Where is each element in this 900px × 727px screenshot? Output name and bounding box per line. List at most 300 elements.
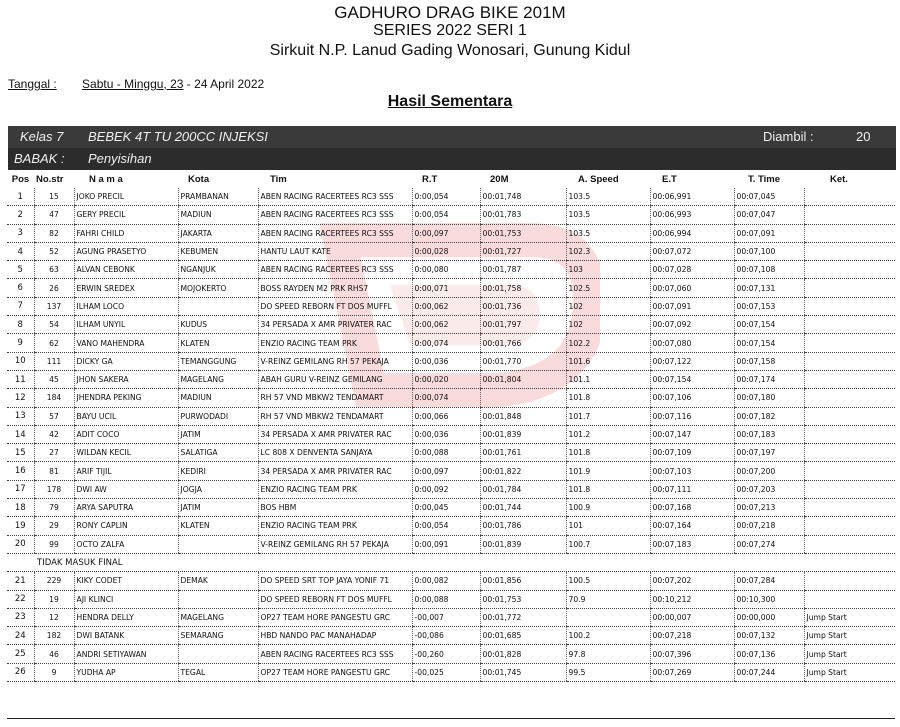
table-row: [7, 407, 895, 425]
table-cell: 0:00,088: [412, 444, 480, 462]
table-cell: 19: [7, 517, 34, 535]
table-cell: JHON SAKERA: [74, 370, 178, 388]
table-cell: DO SPEED REBORN FT DOS MUFFL: [258, 297, 412, 315]
table-cell: -00,007: [412, 608, 480, 626]
table-row: [7, 663, 895, 681]
table-cell: 00:07,396: [650, 645, 734, 663]
table-cell: DO SPEED SRT TOP JAYA YONIF 71: [258, 572, 412, 590]
table-cell: [566, 608, 650, 626]
table-cell: HBD NANDO PAC MANAHADAP: [258, 627, 412, 645]
table-cell: 00:07,174: [734, 370, 804, 388]
table-cell: 00:07,047: [734, 206, 804, 224]
table-cell: 0:00,097: [412, 224, 480, 242]
table-cell: ANDRI SETIYAWAN: [74, 645, 178, 663]
table-row: [7, 627, 895, 645]
table-cell: 0:00,071: [412, 279, 480, 297]
table-cell: 00:01,761: [480, 444, 566, 462]
table-cell: ILHAM UNYIL: [74, 316, 178, 334]
table-cell: 00:07,203: [734, 480, 804, 498]
table-cell: MADIUN: [178, 206, 258, 224]
table-row: [7, 242, 895, 260]
round-bar: [8, 148, 896, 170]
table-cell: 6: [7, 279, 34, 297]
table-row: [7, 572, 895, 590]
table-cell: 1: [7, 188, 34, 206]
table-cell: 0:00,092: [412, 480, 480, 498]
table-cell: ABEN RACING RACERTEES RC3 SSS: [258, 224, 412, 242]
table-cell: 00:07,131: [734, 279, 804, 297]
table-cell: 00:00,000: [734, 608, 804, 626]
table-cell: 0:00,074: [412, 389, 480, 407]
table-cell: 00:01,804: [480, 370, 566, 388]
table-cell: SALATIGA: [178, 444, 258, 462]
table-cell: 9: [7, 334, 34, 352]
table-row: [7, 279, 895, 297]
table-cell: OCTO ZALFA: [74, 535, 178, 553]
event-venue: Sirkuit N.P. Lanud Gading Wonosari, Gunung Kidul: [269, 42, 631, 59]
table-cell: 00:06,994: [650, 224, 734, 242]
table-cell: 00:07,153: [734, 297, 804, 315]
table-cell: 23: [7, 608, 34, 626]
table-cell: [804, 535, 895, 553]
table-cell: KLATEN: [178, 517, 258, 535]
table-cell: 21: [7, 572, 34, 590]
table-row: [7, 499, 895, 517]
table-cell: 0:00,054: [412, 206, 480, 224]
table-cell: KEDIRI: [178, 462, 258, 480]
section-body: [7, 553, 895, 571]
round-value: Penyisihan: [88, 151, 152, 166]
table-cell: 18: [7, 499, 34, 517]
table-cell: 15: [34, 188, 74, 206]
table-cell: 00:07,103: [650, 462, 734, 480]
table-cell: 7: [7, 297, 34, 315]
table-cell: 0:00,020: [412, 370, 480, 388]
table-cell: 111: [34, 352, 74, 370]
table-cell: ABEN RACING RACERTEES RC3 SSS: [258, 206, 412, 224]
table-cell: 27: [34, 444, 74, 462]
col-header: No.str: [36, 174, 64, 185]
table-cell: KIKY CODET: [74, 572, 178, 590]
table-cell: 102.2: [566, 334, 650, 352]
table-cell: [804, 224, 895, 242]
table-cell: 34 PERSADA X AMR PRIVATER RAC: [258, 316, 412, 334]
table-cell: 2: [7, 206, 34, 224]
table-cell: VANO MAHENDRA: [74, 334, 178, 352]
table-cell: 137: [34, 297, 74, 315]
table-cell: ARYA SAPUTRA: [74, 499, 178, 517]
table-cell: DWI BATANK: [74, 627, 178, 645]
table-cell: 22: [7, 590, 34, 608]
table-cell: 00:07,244: [734, 663, 804, 681]
table-cell: 00:07,092: [650, 316, 734, 334]
table-cell: LC 808 X DENVENTA SANJAYA: [258, 444, 412, 462]
table-row: [7, 517, 895, 535]
table-cell: 5: [7, 261, 34, 279]
non-finalists-body: [7, 572, 895, 682]
event-series: SERIES 2022 SERI 1: [373, 22, 527, 39]
table-cell: [178, 297, 258, 315]
table-cell: JHENDRA PEKING: [74, 389, 178, 407]
table-cell: Jump Start: [804, 608, 895, 626]
table-row: [7, 425, 895, 443]
table-row: [7, 261, 895, 279]
table-cell: ABEN RACING RACERTEES RC3 SSS: [258, 261, 412, 279]
col-header: R.T: [422, 174, 438, 185]
table-cell: 0:00,062: [412, 297, 480, 315]
table-cell: 00:07,218: [734, 517, 804, 535]
table-cell: 00:07,218: [650, 627, 734, 645]
diambil-value: 20: [856, 129, 871, 144]
table-cell: 00:07,197: [734, 444, 804, 462]
table-cell: 47: [34, 206, 74, 224]
table-cell: 0:00,036: [412, 425, 480, 443]
table-cell: [804, 279, 895, 297]
class-name: BEBEK 4T TU 200CC INJEKSI: [88, 129, 268, 144]
header-row: [7, 171, 895, 188]
date-line: [8, 77, 264, 91]
table-cell: 00:07,183: [734, 425, 804, 443]
table-cell: TEGAL: [178, 663, 258, 681]
table-cell: Jump Start: [804, 627, 895, 645]
table-cell: DWI AW: [74, 480, 178, 498]
table-cell: 00:07,269: [650, 663, 734, 681]
table-cell: 00:01,736: [480, 297, 566, 315]
table-cell: DICKY GA: [74, 352, 178, 370]
table-cell: MOJOKERTO: [178, 279, 258, 297]
table-cell: 00:07,213: [734, 499, 804, 517]
table-cell: 103.5: [566, 188, 650, 206]
table-cell: 16: [7, 462, 34, 480]
table-cell: 00:07,180: [734, 389, 804, 407]
table-cell: 12: [34, 608, 74, 626]
table-cell: [178, 645, 258, 663]
table-cell: ERWIN SREDEX: [74, 279, 178, 297]
table-cell: 00:07,168: [650, 499, 734, 517]
table-row: [7, 389, 895, 407]
table-cell: 54: [34, 316, 74, 334]
table-cell: 63: [34, 261, 74, 279]
table-cell: 178: [34, 480, 74, 498]
date-value-rest: - 24 April 2022: [183, 77, 265, 91]
table-cell: 26: [34, 279, 74, 297]
table-cell: [804, 297, 895, 315]
table-cell: ABEN RACING RACERTEES RC3 SSS: [258, 188, 412, 206]
table-cell: 00:07,274: [734, 535, 804, 553]
table-cell: 00:01,753: [480, 590, 566, 608]
table-cell: [804, 389, 895, 407]
table-cell: 19: [34, 590, 74, 608]
table-cell: 229: [34, 572, 74, 590]
table-cell: [804, 316, 895, 334]
col-header: Pos: [11, 174, 30, 185]
table-cell: 00:07,080: [650, 334, 734, 352]
table-cell: 00:00,007: [650, 608, 734, 626]
table-cell: [804, 370, 895, 388]
table-cell: 102: [566, 316, 650, 334]
table-cell: 00:07,154: [734, 316, 804, 334]
table-cell: 10: [7, 352, 34, 370]
table-cell: 101.2: [566, 425, 650, 443]
table-cell: 79: [34, 499, 74, 517]
table-cell: 11: [7, 370, 34, 388]
table-cell: 00:01,744: [480, 499, 566, 517]
table-cell: [804, 572, 895, 590]
table-cell: 0:00,088: [412, 590, 480, 608]
table-cell: 00:07,111: [650, 480, 734, 498]
table-row: [7, 352, 895, 370]
table-cell: ARIF TIJIL: [74, 462, 178, 480]
table-cell: -00,086: [412, 627, 480, 645]
table-row: [7, 608, 895, 626]
date-value-underlined: Sabtu - Minggu, 23: [82, 77, 184, 91]
table-cell: ADIT COCO: [74, 425, 178, 443]
table-cell: 00:07,183: [650, 535, 734, 553]
table-cell: [178, 535, 258, 553]
table-cell: 00:07,154: [734, 334, 804, 352]
table-cell: 00:07,147: [650, 425, 734, 443]
col-header: Tim: [270, 174, 287, 185]
table-cell: 00:07,122: [650, 352, 734, 370]
round-label: BABAK :: [14, 151, 65, 166]
event-title: GADHURO DRAG BIKE 201M: [334, 3, 566, 22]
table-cell: 100.5: [566, 572, 650, 590]
table-cell: ENZIO RACING TEAM PRK: [258, 480, 412, 498]
table-cell: 00:01,758: [480, 279, 566, 297]
table-cell: ENZIO RACING TEAM PRK: [258, 334, 412, 352]
table-cell: V-REINZ GEMILANG RH 57 PEKAJA: [258, 535, 412, 553]
table-cell: 00:01,786: [480, 517, 566, 535]
table-cell: 00:01,772: [480, 608, 566, 626]
table-cell: [178, 590, 258, 608]
table-cell: 103.5: [566, 206, 650, 224]
table-cell: 24: [7, 627, 34, 645]
table-cell: 00:07,158: [734, 352, 804, 370]
table-cell: 00:07,202: [650, 572, 734, 590]
class-label: Kelas 7: [20, 129, 64, 144]
col-header: E.T: [662, 174, 677, 185]
table-row: [7, 444, 895, 462]
table-cell: OP27 TEAM HORE PANGESTU GRC: [258, 608, 412, 626]
table-cell: 00:07,182: [734, 407, 804, 425]
table-cell: ALVAN CEBONK: [74, 261, 178, 279]
table-cell: 0:00,091: [412, 535, 480, 553]
table-cell: 103: [566, 261, 650, 279]
table-cell: DEMAK: [178, 572, 258, 590]
table-cell: 102.5: [566, 279, 650, 297]
table-cell: 00:07,091: [650, 297, 734, 315]
section-label: TIDAK MASUK FINAL: [7, 553, 895, 571]
table-cell: GERY PRECIL: [74, 206, 178, 224]
table-row: [7, 206, 895, 224]
table-cell: BAYU UCIL: [74, 407, 178, 425]
table-cell: 8: [7, 316, 34, 334]
table-cell: 00:07,136: [734, 645, 804, 663]
diambil-label: Diambil :: [763, 129, 814, 144]
table-cell: 34 PERSADA X AMR PRIVATER RAC: [258, 425, 412, 443]
table-cell: RH 57 VND MBKW2 TENDAMART: [258, 389, 412, 407]
table-cell: [804, 517, 895, 535]
table-cell: 00:07,106: [650, 389, 734, 407]
table-cell: 00:01,783: [480, 206, 566, 224]
table-cell: 101: [566, 517, 650, 535]
table-cell: PURWODADI: [178, 407, 258, 425]
table-cell: MAGELANG: [178, 608, 258, 626]
table-row: [7, 188, 895, 206]
table-cell: HENDRA DELLY: [74, 608, 178, 626]
table-cell: Jump Start: [804, 645, 895, 663]
table-cell: ABAH GURU V-REINZ GEMILANG: [258, 370, 412, 388]
table-cell: 101.1: [566, 370, 650, 388]
table-cell: 00:01,828: [480, 645, 566, 663]
table-cell: BOSS RAYDEN M2 PRK RHS7: [258, 279, 412, 297]
table-cell: 00:07,164: [650, 517, 734, 535]
table-cell: [804, 261, 895, 279]
table-cell: 00:01,784: [480, 480, 566, 498]
table-cell: SEMARANG: [178, 627, 258, 645]
table-cell: [804, 480, 895, 498]
table-cell: KEBUMEN: [178, 242, 258, 260]
table-cell: 82: [34, 224, 74, 242]
table-cell: 46: [34, 645, 74, 663]
col-header: 20M: [490, 174, 509, 185]
table-cell: -00,260: [412, 645, 480, 663]
table-cell: 00:07,200: [734, 462, 804, 480]
table-cell: 0:00,082: [412, 572, 480, 590]
table-cell: [804, 499, 895, 517]
table-cell: 99: [34, 535, 74, 553]
table-cell: RONY CAPLIN: [74, 517, 178, 535]
table-cell: 70.9: [566, 590, 650, 608]
table-cell: 00:01,753: [480, 224, 566, 242]
table-cell: [480, 389, 566, 407]
table-cell: 00:06,993: [650, 206, 734, 224]
results-table: [7, 171, 895, 682]
table-cell: [804, 242, 895, 260]
table-cell: 00:01,745: [480, 663, 566, 681]
table-cell: 0:00,054: [412, 517, 480, 535]
table-cell: 00:10,300: [734, 590, 804, 608]
table-cell: DO SPEED REBORN FT DOS MUFFL: [258, 590, 412, 608]
table-cell: AGUNG PRASETYO: [74, 242, 178, 260]
table-cell: MADIUN: [178, 389, 258, 407]
table-cell: KUDUS: [178, 316, 258, 334]
table-row: [7, 224, 895, 242]
table-row: [7, 590, 895, 608]
table-cell: 00:01,839: [480, 535, 566, 553]
table-cell: 00:07,284: [734, 572, 804, 590]
table-cell: 97.8: [566, 645, 650, 663]
table-cell: -00,025: [412, 663, 480, 681]
table-cell: 0:00,074: [412, 334, 480, 352]
table-cell: [804, 334, 895, 352]
table-cell: [804, 444, 895, 462]
table-cell: 184: [34, 389, 74, 407]
table-row: [7, 645, 895, 663]
table-cell: 9: [34, 663, 74, 681]
table-cell: KLATEN: [178, 334, 258, 352]
table-cell: Jump Start: [804, 663, 895, 681]
table-cell: 12: [7, 389, 34, 407]
table-cell: 0:00,036: [412, 352, 480, 370]
table-cell: 0:00,062: [412, 316, 480, 334]
table-cell: 0:00,097: [412, 462, 480, 480]
table-cell: 25: [7, 645, 34, 663]
table-cell: [804, 352, 895, 370]
table-cell: 62: [34, 334, 74, 352]
table-cell: 00:10,212: [650, 590, 734, 608]
table-cell: 00:01,822: [480, 462, 566, 480]
date-value: [82, 77, 264, 91]
table-cell: 0:00,028: [412, 242, 480, 260]
table-cell: 00:01,856: [480, 572, 566, 590]
table-cell: JATIM: [178, 499, 258, 517]
table-cell: 0:00,054: [412, 188, 480, 206]
table-cell: RH 57 VND MBKW2 TENDAMART: [258, 407, 412, 425]
table-cell: [804, 425, 895, 443]
table-cell: 14: [7, 425, 34, 443]
table-cell: JOKO PRECIL: [74, 188, 178, 206]
table-row: [7, 334, 895, 352]
table-cell: 13: [7, 407, 34, 425]
table-cell: PRAMBANAN: [178, 188, 258, 206]
table-row: [7, 535, 895, 553]
table-cell: [804, 188, 895, 206]
results-title: Hasil Sementara: [387, 93, 513, 110]
table-cell: [804, 590, 895, 608]
table-cell: ILHAM LOCO: [74, 297, 178, 315]
table-cell: 81: [34, 462, 74, 480]
table-cell: 101.8: [566, 444, 650, 462]
table-cell: 34 PERSADA X AMR PRIVATER RAC: [258, 462, 412, 480]
table-cell: NGANJUK: [178, 261, 258, 279]
table-row: [7, 370, 895, 388]
table-cell: 101.9: [566, 462, 650, 480]
table-cell: 00:01,787: [480, 261, 566, 279]
table-cell: ENZIO RACING TEAM PRK: [258, 517, 412, 535]
table-cell: [804, 462, 895, 480]
bottom-rule: [7, 718, 895, 719]
table-cell: MAGELANG: [178, 370, 258, 388]
table-cell: OP27 TEAM HORE PANGESTU GRC: [258, 663, 412, 681]
table-cell: 00:07,091: [734, 224, 804, 242]
date-label: Tanggal :: [8, 77, 57, 91]
table-cell: 00:07,132: [734, 627, 804, 645]
table-cell: 15: [7, 444, 34, 462]
table-cell: 101.7: [566, 407, 650, 425]
table-cell: 17: [7, 480, 34, 498]
table-row: [7, 462, 895, 480]
table-cell: ABEN RACING RACERTEES RC3 SSS: [258, 645, 412, 663]
table-cell: BOS HBM: [258, 499, 412, 517]
table-cell: 100.9: [566, 499, 650, 517]
table-cell: 00:01,770: [480, 352, 566, 370]
table-cell: 00:01,766: [480, 334, 566, 352]
col-header: Kota: [188, 174, 210, 185]
table-cell: AJI KLINCI: [74, 590, 178, 608]
table-cell: 100.7: [566, 535, 650, 553]
table-cell: 99.5: [566, 663, 650, 681]
table-cell: 00:07,072: [650, 242, 734, 260]
table-cell: 102: [566, 297, 650, 315]
table-cell: 57: [34, 407, 74, 425]
table-cell: 00:01,848: [480, 407, 566, 425]
table-cell: 00:07,028: [650, 261, 734, 279]
table-cell: WILDAN KECIL: [74, 444, 178, 462]
section-row: [7, 553, 895, 571]
table-cell: 20: [7, 535, 34, 553]
table-row: [7, 316, 895, 334]
